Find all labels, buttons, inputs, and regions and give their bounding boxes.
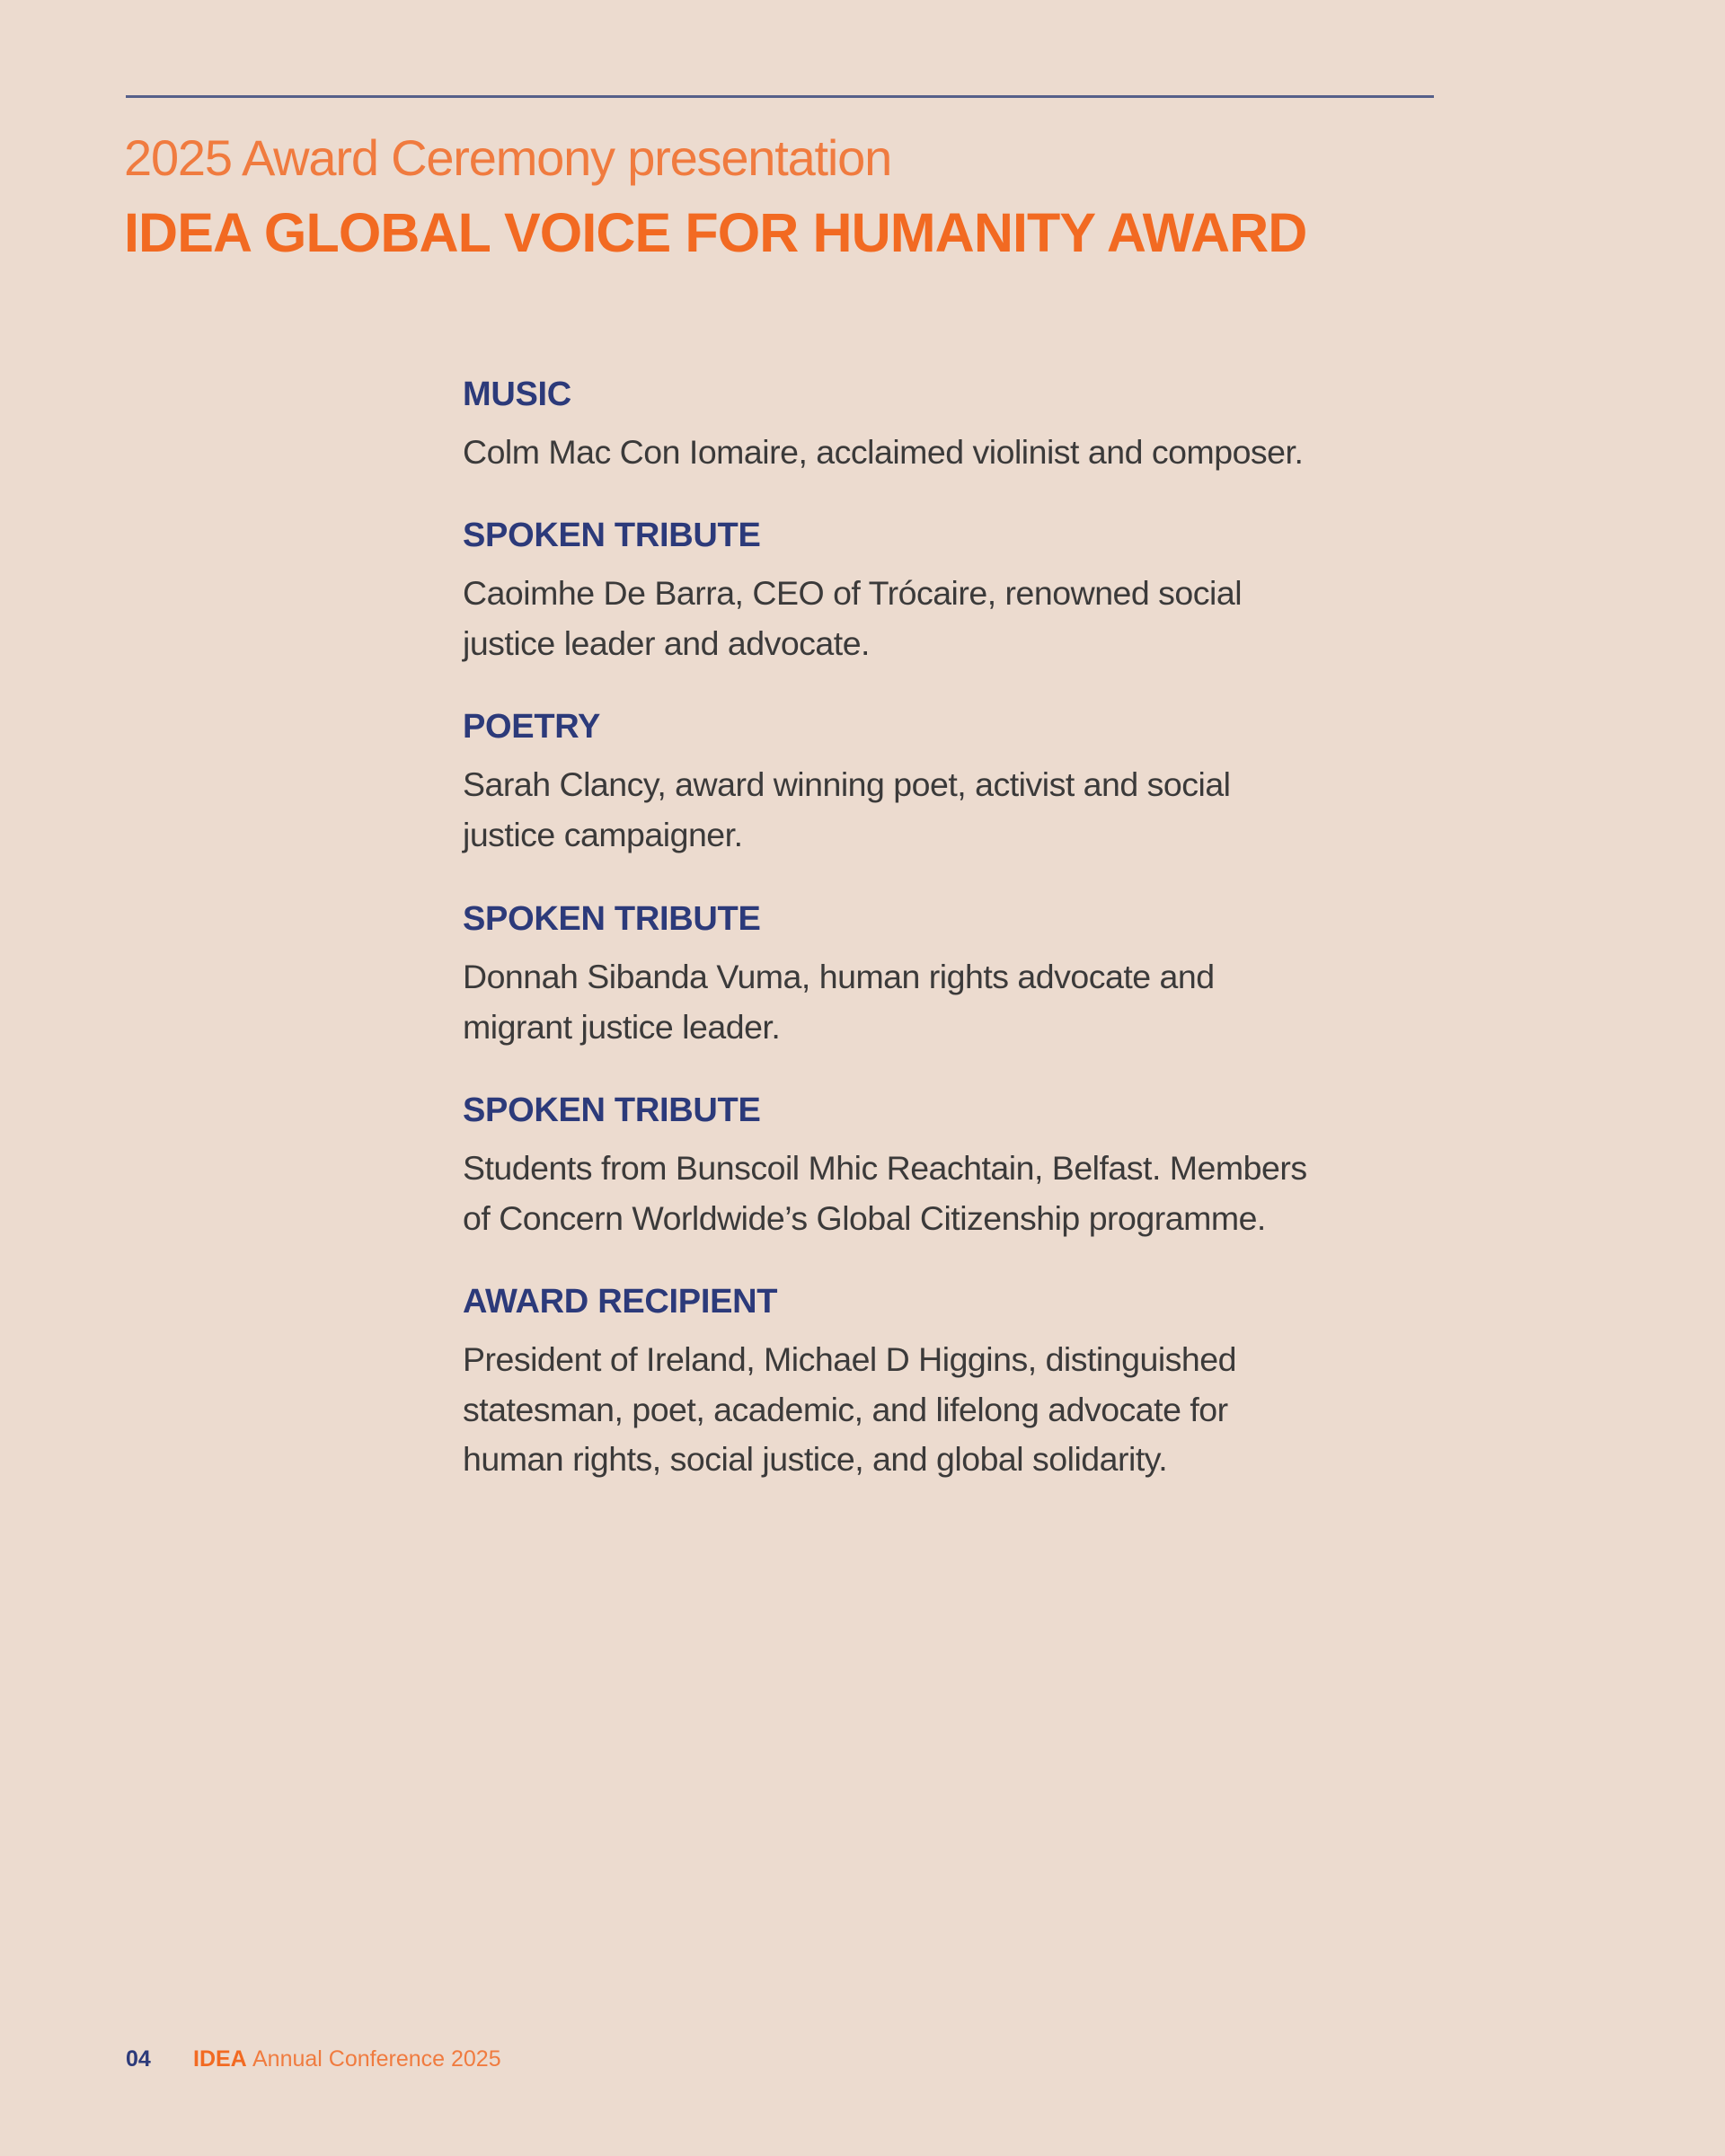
entry-description — [463, 760, 1451, 860]
program-entry-spoken-tribute-1 — [463, 518, 1451, 668]
description-line: migrant justice leader. — [463, 1007, 781, 1046]
description-line: justice leader and advocate. — [463, 623, 870, 662]
entry-heading: MUSIC — [463, 376, 571, 413]
program-entry-poetry — [463, 710, 1451, 860]
entry-heading: SPOKEN TRIBUTE — [463, 517, 761, 554]
page-number: 04 — [126, 2046, 151, 2072]
page-subtitle: 2025 Award Ceremony presentation — [124, 129, 892, 186]
description-line: human rights, social justice, and global solidarity. — [463, 1440, 1168, 1478]
entry-heading: POETRY — [463, 708, 601, 746]
description-line: Sarah Clancy, award winning poet, activist and social — [463, 765, 1231, 803]
entry-description — [463, 1144, 1451, 1243]
top-divider-rule — [126, 95, 1434, 98]
description-line: Donnah Sibanda Vuma, human rights advocate and — [463, 958, 1215, 995]
page-footer — [126, 2046, 501, 2072]
entry-description — [463, 952, 1451, 1052]
page-title: IDEA GLOBAL VOICE FOR HUMANITY AWARD — [124, 202, 1307, 263]
description-line: President of Ireland, Michael D Higgins, distinguished — [463, 1340, 1236, 1378]
footer-conference-label: Annual Conference 2025 — [252, 2046, 501, 2072]
entry-description — [463, 428, 1451, 478]
description-line: Students from Bunscoil Mhic Reachtain, Belfast. Members — [463, 1149, 1307, 1187]
entry-heading: SPOKEN TRIBUTE — [463, 900, 761, 938]
description-line: of Concern Worldwide’s Global Citizenship programme. — [463, 1198, 1266, 1237]
entry-heading: SPOKEN TRIBUTE — [463, 1091, 761, 1129]
description-line: justice campaigner. — [463, 815, 743, 853]
description-line: statesman, poet, academic, and lifelong advocate for — [463, 1390, 1228, 1428]
description-line: Colm Mac Con Iomaire, acclaimed violinist and composer. — [463, 433, 1304, 471]
entry-description — [463, 569, 1451, 668]
entry-heading: AWARD RECIPIENT — [463, 1283, 778, 1321]
entry-description — [463, 1335, 1451, 1485]
footer-brand: IDEA — [193, 2046, 247, 2072]
description-line: Caoimhe De Barra, CEO of Trócaire, renowned social — [463, 574, 1243, 612]
program-entry-spoken-tribute-2 — [463, 902, 1451, 1052]
program-entry-spoken-tribute-3 — [463, 1093, 1451, 1243]
program-entry-music — [463, 377, 1451, 478]
program-entry-award-recipient — [463, 1285, 1451, 1485]
